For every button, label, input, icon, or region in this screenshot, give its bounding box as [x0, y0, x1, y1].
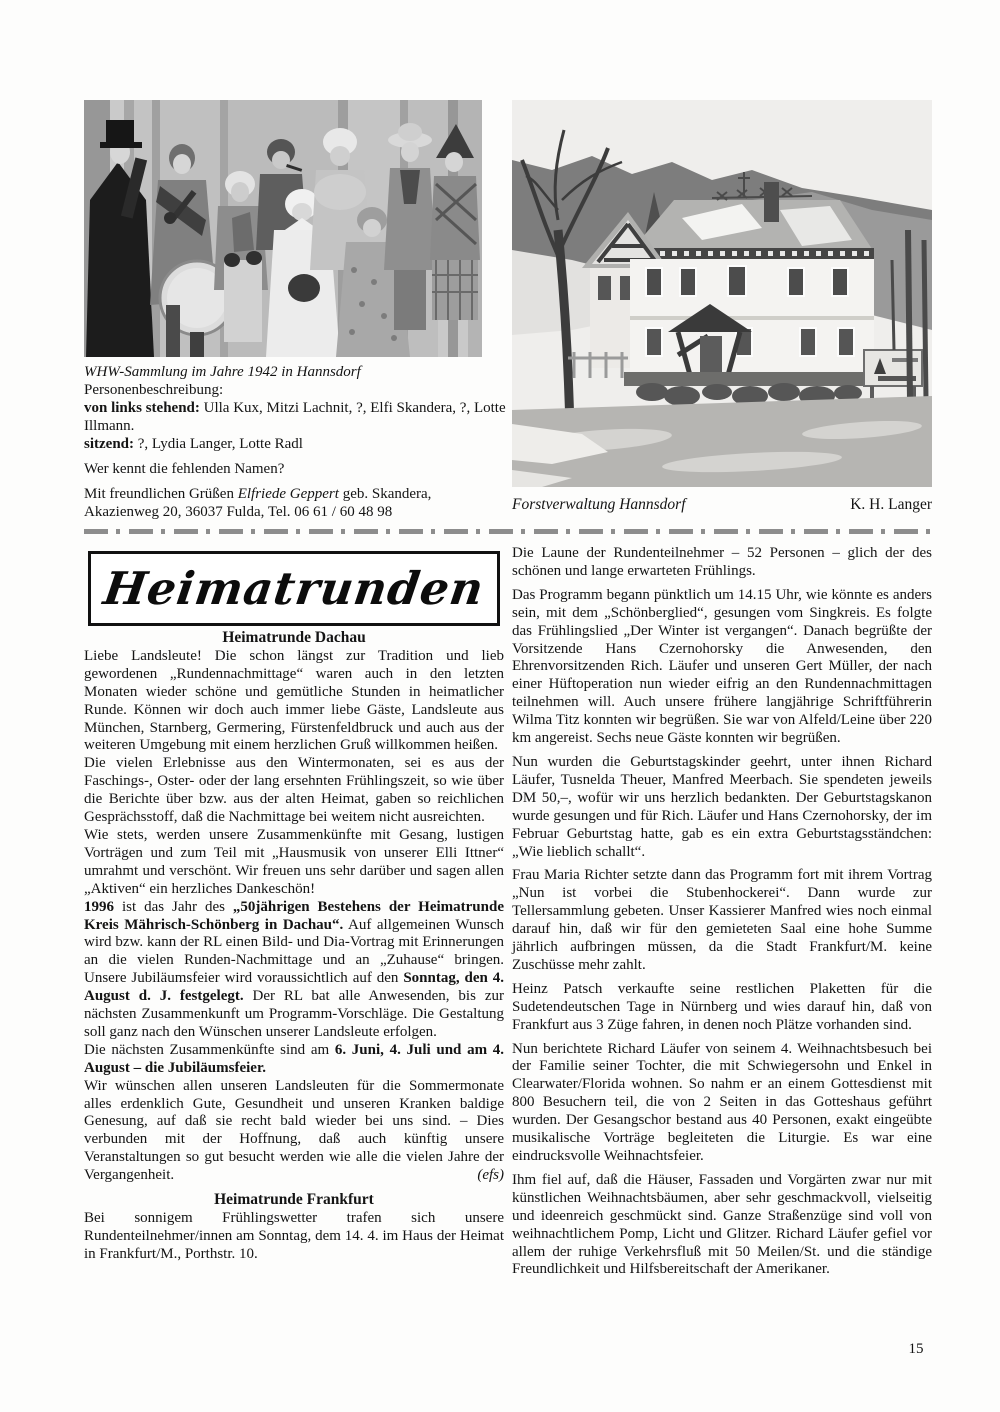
group-photo-art: [84, 100, 482, 357]
section-headline: Heimatrunden: [100, 562, 488, 615]
paragraph: Wir wünschen allen unseren Landsleuten für die Sommermonate alles erdenklich Gute, Gesundheit und unseren Kranken baldige Genesung, auf daß sie recht bald wieder bei uns sind. – Dies verbunden mit der Hoffnung, daß auch künftig unsere Veranstaltungen so gut besucht werden wie alle die vielen Jahre der Vergangenheit. (efs): [84, 1077, 504, 1184]
paragraph: Nun wurden die Geburtstagskinder geehrt, unter ihnen Richard Läufer, Tusnelda Theuer, Manfred Meerbach. Sie spendeten jeweils DM 50,–, wofür wir uns herzlich bedankten. Der Geburtstagskanon wurde gesungen und für Rich. Läufer und Hans Czernohorsky, der im Februar Geburtstag hatte, gab es ein extra Geburtstagsständchen: „Wie lieblich schallt“.: [512, 753, 932, 860]
paragraph: Die Laune der Rundenteilnehmer – 52 Personen – glich der des schönen und lange erwarteten Frühlings.: [512, 545, 932, 579]
right-photo-caption: [512, 496, 932, 514]
paragraph: Nun berichtete Richard Läufer von seinem 4. Weihnachtsbesuch bei der Familie seiner Tochter, die mit Schwiegersohn und Enkel in Clearwater/Florida wohnen. So nahm er an einem Gottesdienst mit 800 Besuchern teil, die von 2 Seiten in das Gotteshaus geführt wurden. Der Gesangschor bestand aus 40 Personen, exakt eingeübte musikalische Vorträge begleiteten die Liturgie. Es war eine eindrucksvolle Weihnachtsfeier.: [512, 1040, 932, 1164]
right-photo-caption-credit: K. H. Langer: [850, 496, 932, 513]
paragraph: Die nächsten Zusammenkünfte sind am 6. Juni, 4. Juli und am 4. August – die Jubiläumsfeier.: [84, 1041, 505, 1076]
section-heading: Heimatrunde Frankfurt: [214, 1191, 374, 1209]
group-photo: [84, 100, 482, 357]
left-photo-caption: [84, 363, 508, 521]
section-headline-box: [88, 551, 500, 626]
building-photo: [512, 100, 932, 487]
paragraph: WHW-Sammlung im Jahre 1942 in Hannsdorf: [84, 364, 361, 380]
paragraph: Das Programm begann pünktlich um 14.15 Uhr, wie könnte es anders sein, mit dem „Schönberglied“, gesungen vom Singkreis. Es folgte das Frühlingslied „Der Winter ist vergangen“. Danach begrüßte der Vorsitzende Hans Czernohorsky die Anwesenden, den Ehrenvorsitzenden Rich. Läufer und unseren Gert Müller, der nach einer Hüftoperation nun wieder eifrig an den Rundennachmittagen teilnehmen will. Auch unsere frühere langjährige Schriftführerin Wilma Titz konnten wir begrüßen. Sie war von Alfeld/Leine über 220 km angereist. Sechs neue Gäste konnten wir begrüßen.: [512, 586, 932, 747]
paragraph: Heinz Patsch verkaufte seine restlichen Plaketten für die Sudetendeutschen Tage in Nürnberg und wies darauf hin, daß von Frankfurt aus 3 Züge fahren, in denen noch Plätze vorhanden sind.: [512, 980, 932, 1033]
paragraph: Liebe Landsleute! Die schon längst zur Tradition und lieb gewordenen „Rundennachmittage“ waren auch in den letzten Monaten wieder schöne und gemütliche Stunden in heimatlicher Runde. Können wir doch auch immer liebe Gäste, Landsleute aus München, Starnberg, Germering, Fürstenfeldbruck und auch aus der weiteren Umgebung mit einem herzlichen Gruß willkommen heißen.: [84, 647, 504, 754]
paragraph: Mit freundlichen Grüßen Elfriede Geppert geb. Skandera, Akazienweg 20, 36037 Fulda, Tel. 06 61 / 60 48 98: [84, 486, 432, 520]
paragraph: Wer kennt die fehlenden Namen?: [84, 461, 285, 477]
paragraph: von links stehend: Ulla Kux, Mitzi Lachnit, ?, Elfi Skandera, ?, Lotte Illmann.: [84, 400, 506, 434]
paragraph: Bei sonnigem Frühlingswetter trafen sich unsere Rundenteilnehmer/innen am Sonntag, dem 14. 4. im Haus der Heimat in Frankfurt/M., Porthstr. 10.: [84, 1210, 504, 1262]
right-text-column: [512, 545, 932, 1285]
paragraph: Ihm fiel auf, daß die Häuser, Fassaden und Vorgärten zwar nur mit künstlichen Weihnachtsbäumen, aber sehr geschmackvoll, vielseitig und ideenreich geschmückt sind. Ganze Straßenzüge sind voll von weihnachtlichem Pomp, Licht und Glitzer. Richard Läufer gefiel vor allem der ruhige Verkehrsfluß mit 50 Meilen/St. und die ständige Freundlichkeit und Hilfsbereitschaft der Amerikaner.: [512, 1171, 932, 1278]
dashed-divider: [84, 529, 932, 534]
section-heading: Heimatrunde Dachau: [222, 629, 366, 646]
building-photo-art: [512, 100, 932, 487]
paragraph: Die vielen Erlebnisse aus den Wintermonaten, sei es aus der Faschings-, Oster- oder der lang ersehnten Frühlingszeit, so wie über die Berichte über bzw. aus der alten Heimat, gaben so reichlichen Gesprächsstoff, daß die Nachmittage bei weitem nicht ausreichten.: [84, 755, 504, 826]
paragraph: Wie stets, werden unsere Zusammenkünfte mit Gesang, lustigen Vorträgen und zum Teil mit „Hausmusik von unserer Elli Ittner“ umrahmt und verschönt. Wir freuen uns sehr darüber und sagen allen „Aktiven“ ein herzliches Dankeschön!: [84, 826, 504, 897]
right-photo-caption-title: Forstverwaltung Hannsdorf: [512, 496, 686, 513]
paragraph: sitzend: ?, Lydia Langer, Lotte Radl: [84, 436, 303, 452]
paragraph: Personenbeschreibung:: [84, 382, 224, 398]
page-number: 15: [908, 1341, 924, 1357]
paragraph: Frau Maria Richter setzte dann das Programm fort mit ihrem Vortrag „Nun ist vorbei die Stubenhockerei“. Dann wurde zur Tellersammlung gebeten. Unser Kassierer Manfred wies noch einmal darauf hin, daß wir für den gemieteten Saal eine hohe Summe jährlich aufbringen müssen, da die Stadt Frankfurt/M. keine Zuschüsse mehr zahlt.: [512, 867, 932, 973]
left-text-column: [84, 629, 504, 1264]
paragraph: 1996 ist das Jahr des „50jährigen Bestehens der Heimatrunde Kreis Mährisch-Schönberg in Dachau“. Auf allgemeinen Wunsch wird bzw. kann der RL einen Bild- und Dia-Vortrag mit Erinnerungen an die vielen Runden-Nachmittage und an „Zuhause“ bringen. Unsere Jubiläumsfeier wird voraussichtlich auf den Sonntag, den 4. August d. J. festgelegt. Der RL bat alle Anwesenden, bis zur nächsten Zusammenkunft um Programm-Vorschläge. Die Gestaltung soll ganz nach den Wünschen unserer Landsleute erfolgen.: [84, 898, 504, 1040]
